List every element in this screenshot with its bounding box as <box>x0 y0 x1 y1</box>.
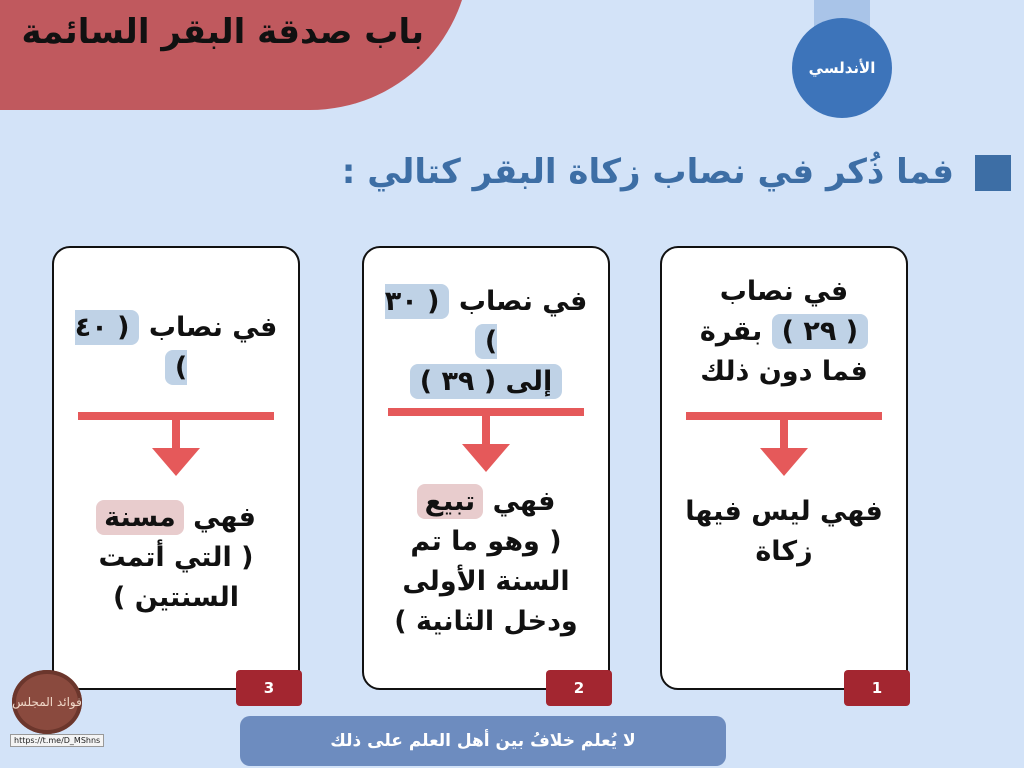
card-2-top-prefix: في نصاب <box>458 286 588 317</box>
card-1-condition <box>674 272 894 402</box>
card-2-term-highlight: تبيع <box>417 484 484 519</box>
card-2-top-line2 <box>376 362 596 402</box>
card-2-result-note: ( وهو ما تم السنة الأولى ودخل الثانية ) <box>394 526 578 637</box>
page-title: باب صدقة البقر السائمة <box>21 12 424 52</box>
card-1-top-line2 <box>674 312 894 392</box>
card-1-number-highlight: ( ٢٩ ) <box>772 314 868 349</box>
card-1-top-prefix: في نصاب <box>719 276 849 307</box>
seal-logo-icon: فوائد المجلس <box>12 670 82 734</box>
card-3-number-highlight: ( ٤٠ ) <box>74 312 188 383</box>
card-1-badge: 1 <box>844 670 910 706</box>
card-2-result <box>376 482 596 642</box>
card-2-top-line1 <box>376 282 596 362</box>
card-3 <box>52 246 300 690</box>
section-heading: فما ذُكر في نصاب زكاة البقر كتالي : <box>341 152 954 192</box>
card-3-badge: 3 <box>236 670 302 706</box>
divider-bar <box>686 412 882 420</box>
card-3-top-prefix: في نصاب <box>148 312 278 343</box>
card-3-result-note: ( التي أتمت السنتين ) <box>98 542 254 613</box>
card-2-badge: 2 <box>546 670 612 706</box>
heading-bullet-icon <box>975 155 1011 191</box>
card-1 <box>660 246 908 690</box>
card-1-top-suffix: بقرة فما دون ذلك <box>699 316 868 387</box>
author-circle: الأندلسي <box>792 18 892 118</box>
card-2 <box>362 246 610 690</box>
card-2-number-highlight: ( ٣٠ ) <box>384 286 498 357</box>
card-2-range-highlight: إلى ( ٣٩ ) <box>410 364 563 399</box>
card-3-result <box>66 498 286 618</box>
arrow-down-icon <box>462 444 510 472</box>
card-3-term-highlight: مسنة <box>96 500 184 535</box>
card-2-result-prefix: فهي <box>492 486 556 517</box>
divider-bar <box>388 408 584 416</box>
card-2-condition <box>376 282 596 412</box>
arrow-down-icon <box>760 448 808 476</box>
channel-link[interactable]: https://t.me/D_MShns <box>10 734 104 747</box>
arrow-down-icon <box>152 448 200 476</box>
card-1-result: فهي ليس فيها زكاة <box>685 496 883 567</box>
card-3-result-prefix: فهي <box>193 502 256 533</box>
divider-bar <box>78 412 274 420</box>
footer-note: لا يُعلم خلافُ بين أهل العلم على ذلك <box>240 716 726 766</box>
